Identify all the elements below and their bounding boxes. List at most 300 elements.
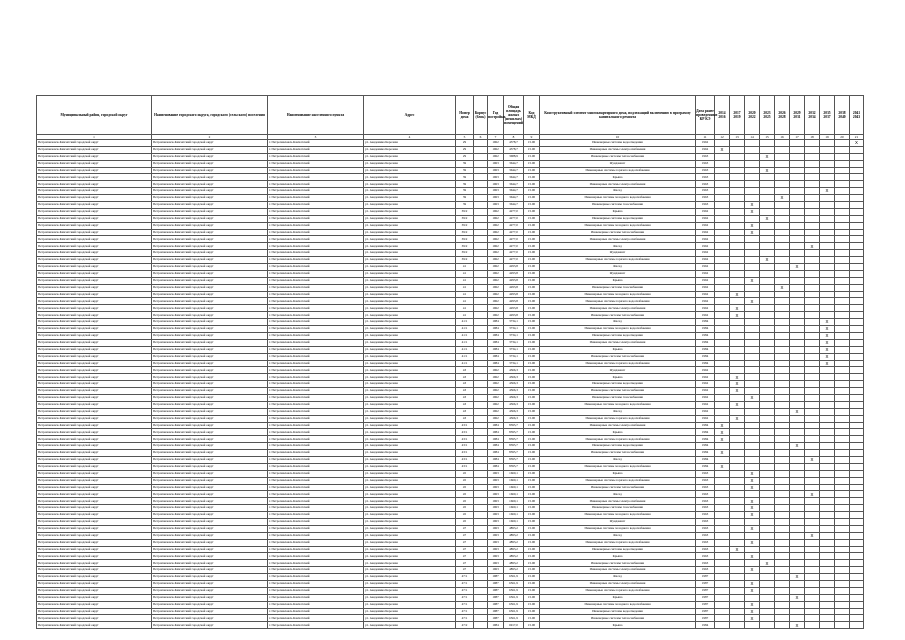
settlement-cell: Петропавловск-Камчатский городской округ [152, 491, 268, 498]
period-cell [835, 257, 850, 264]
district-cell: Петропавловск-Камчатский городской округ [37, 422, 152, 429]
area-cell: 3734,1 [504, 339, 524, 346]
period-cell [790, 277, 805, 284]
locality-cell: г. Петропавловск-Камчатский [268, 477, 364, 484]
column-number: 5 [456, 135, 474, 140]
year-cell: 1962 [488, 250, 504, 257]
year-cell: 1987 [488, 594, 504, 601]
period-cell [835, 188, 850, 195]
district-cell: Петропавловск-Камчатский городской округ [37, 346, 152, 353]
area-cell: 4893,2 [504, 532, 524, 539]
year-cell: 1963 [488, 202, 504, 209]
code-cell: 15.00 [524, 484, 540, 491]
period-cell [850, 525, 864, 532]
period-cell [790, 546, 805, 553]
period-mark: X [730, 401, 745, 408]
house-number-cell: 39/2 [456, 250, 474, 257]
period-cell [775, 518, 790, 525]
column-number: 9 [524, 135, 540, 140]
period-cell [790, 456, 805, 463]
period-cell [820, 181, 835, 188]
period-cell [730, 498, 745, 505]
period-cell [745, 140, 760, 147]
period-cell [715, 243, 730, 250]
block-cell [474, 174, 488, 181]
block-cell [474, 167, 488, 174]
period-cell [775, 505, 790, 512]
period-cell [745, 188, 760, 195]
prior-repair-cell: 1962 [696, 415, 715, 422]
house-number-cell: 47/2 [456, 622, 474, 629]
settlement-cell: Петропавловск-Камчатский городской округ [152, 422, 268, 429]
period-cell [805, 229, 820, 236]
locality-cell: г. Петропавловск-Камчатский [268, 415, 364, 422]
period-cell [715, 388, 730, 395]
district-cell: Петропавловск-Камчатский городской округ [37, 208, 152, 215]
block-cell [474, 381, 488, 388]
area-cell: 6917,0 [504, 622, 524, 629]
element-cell: Инженерные системы газоснабжения [540, 505, 696, 512]
period-cell [820, 153, 835, 160]
block-cell [474, 298, 488, 305]
table-row [37, 422, 864, 429]
district-cell: Петропавловск-Камчатский городской округ [37, 146, 152, 153]
area-cell: 4893,2 [504, 560, 524, 567]
address-cell: ул. Академика Королева [364, 160, 456, 167]
period-cell [730, 608, 745, 615]
locality-cell: г. Петропавловск-Камчатский [268, 498, 364, 505]
period-cell [760, 491, 775, 498]
area-cell: 6561,9 [504, 615, 524, 622]
settlement-cell: Петропавловск-Камчатский городской округ [152, 415, 268, 422]
code-cell: 15.00 [524, 594, 540, 601]
period-cell [790, 470, 805, 477]
period-cell [745, 450, 760, 457]
period-cell [760, 181, 775, 188]
period-cell [805, 560, 820, 567]
period-cell [730, 215, 745, 222]
period-cell [790, 539, 805, 546]
period-mark: X [745, 615, 760, 622]
period-cell [835, 381, 850, 388]
house-number-cell: 43/1 [456, 463, 474, 470]
period-mark: X [820, 360, 835, 367]
period-cell [805, 215, 820, 222]
prior-repair-cell: 1963 [696, 167, 715, 174]
address-cell: ул. Академика Королева [364, 546, 456, 553]
settlement-cell: Петропавловск-Камчатский городской округ [152, 443, 268, 450]
period-cell [820, 567, 835, 574]
period-cell [715, 167, 730, 174]
area-cell: 4893,2 [504, 553, 524, 560]
period-cell [820, 415, 835, 422]
address-cell: ул. Академика Королева [364, 525, 456, 532]
period-cell [730, 181, 745, 188]
code-cell: 15.00 [524, 532, 540, 539]
period-cell [715, 367, 730, 374]
element-cell: Фасад [540, 532, 696, 539]
period-cell [790, 346, 805, 353]
period-cell [760, 574, 775, 581]
settlement-cell: Петропавловск-Камчатский городской округ [152, 257, 268, 264]
period-cell [790, 222, 805, 229]
table-row [37, 332, 864, 339]
house-number-cell: 43 [456, 367, 474, 374]
period-mark: X [745, 498, 760, 505]
period-cell [775, 208, 790, 215]
prior-repair-cell: 1963 [696, 195, 715, 202]
settlement-cell: Петропавловск-Камчатский городской округ [152, 608, 268, 615]
year-cell: 1987 [488, 587, 504, 594]
year-cell: 1963 [488, 181, 504, 188]
block-cell [474, 553, 488, 560]
area-cell: 4366,3 [504, 374, 524, 381]
year-cell: 1962 [488, 140, 504, 147]
period-cell [820, 388, 835, 395]
prior-repair-cell: 1984 [696, 332, 715, 339]
period-cell [850, 312, 864, 319]
house-number-cell: 39 [456, 188, 474, 195]
header-house-number: Номер дома [456, 96, 474, 135]
period-cell [835, 326, 850, 333]
house-number-cell: 43 [456, 388, 474, 395]
period-cell [775, 443, 790, 450]
period-cell [850, 250, 864, 257]
locality-cell: г. Петропавловск-Камчатский [268, 195, 364, 202]
block-cell [474, 470, 488, 477]
period-cell [730, 236, 745, 243]
period-cell [745, 594, 760, 601]
block-cell [474, 215, 488, 222]
period-cell [775, 422, 790, 429]
period-mark: X [820, 326, 835, 333]
element-cell: Крыша [540, 174, 696, 181]
prior-repair-cell: 1963 [696, 202, 715, 209]
period-cell [805, 305, 820, 312]
period-cell [790, 319, 805, 326]
column-number: 17 [790, 135, 805, 140]
year-cell: 1987 [488, 608, 504, 615]
address-cell: ул. Академика Королева [364, 257, 456, 264]
period-cell [790, 153, 805, 160]
address-cell: ул. Академика Королева [364, 236, 456, 243]
period-cell [820, 394, 835, 401]
block-cell [474, 484, 488, 491]
area-cell: 3644,7 [504, 160, 524, 167]
block-cell [474, 388, 488, 395]
period-cell [790, 257, 805, 264]
period-cell [835, 374, 850, 381]
district-cell: Петропавловск-Камчатский городской округ [37, 174, 152, 181]
area-cell: 3734,1 [504, 332, 524, 339]
code-cell: 15.00 [524, 463, 540, 470]
code-cell: 15.00 [524, 374, 540, 381]
settlement-cell: Петропавловск-Камчатский городской округ [152, 601, 268, 608]
period-cell [835, 546, 850, 553]
locality-cell: г. Петропавловск-Камчатский [268, 608, 364, 615]
locality-cell: г. Петропавловск-Камчатский [268, 539, 364, 546]
period-cell [835, 518, 850, 525]
period-cell [820, 243, 835, 250]
district-cell: Петропавловск-Камчатский городской округ [37, 153, 152, 160]
period-cell [760, 546, 775, 553]
period-cell [715, 236, 730, 243]
period-cell [805, 518, 820, 525]
period-cell [835, 498, 850, 505]
period-cell [850, 512, 864, 519]
period-cell [835, 360, 850, 367]
house-number-cell: 45 [456, 470, 474, 477]
period-cell [790, 140, 805, 147]
period-cell [850, 339, 864, 346]
district-cell: Петропавловск-Камчатский городской округ [37, 615, 152, 622]
area-cell: 4366,3 [504, 394, 524, 401]
settlement-cell: Петропавловск-Камчатский городской округ [152, 339, 268, 346]
period-cell [730, 429, 745, 436]
year-cell: 1962 [488, 277, 504, 284]
period-cell [820, 608, 835, 615]
period-cell [805, 319, 820, 326]
table-row [37, 622, 864, 629]
settlement-cell: Петропавловск-Камчатский городской округ [152, 188, 268, 195]
period-cell [760, 277, 775, 284]
code-cell: 15.00 [524, 264, 540, 271]
period-cell [820, 277, 835, 284]
block-cell [474, 243, 488, 250]
address-cell: ул. Академика Королева [364, 270, 456, 277]
period-cell [760, 291, 775, 298]
prior-repair-cell: 1984 [696, 353, 715, 360]
period-cell [820, 470, 835, 477]
period-cell [805, 277, 820, 284]
period-cell [715, 353, 730, 360]
period-mark: X [745, 512, 760, 519]
period-cell [715, 505, 730, 512]
element-cell: Инженерные системы горячего водоснабжения [540, 436, 696, 443]
house-number-cell: 43/1 [456, 422, 474, 429]
period-cell [805, 346, 820, 353]
locality-cell: г. Петропавловск-Камчатский [268, 160, 364, 167]
column-number: 19 [820, 135, 835, 140]
period-cell [775, 615, 790, 622]
period-cell [775, 264, 790, 271]
period-cell [805, 574, 820, 581]
period-cell [775, 587, 790, 594]
locality-cell: г. Петропавловск-Камчатский [268, 291, 364, 298]
period-cell [790, 477, 805, 484]
period-cell [835, 160, 850, 167]
period-cell [835, 491, 850, 498]
period-cell [790, 532, 805, 539]
year-cell: 1963 [488, 477, 504, 484]
year-cell: 1984 [488, 360, 504, 367]
period-cell [790, 394, 805, 401]
address-cell: ул. Академика Королева [364, 174, 456, 181]
period-mark: X [760, 257, 775, 264]
element-cell: Инженерные системы горячего водоснабжения [540, 360, 696, 367]
district-cell: Петропавловск-Камчатский городской округ [37, 291, 152, 298]
address-cell: ул. Академика Королева [364, 491, 456, 498]
period-cell [835, 450, 850, 457]
period-cell [715, 277, 730, 284]
address-cell: ул. Академика Королева [364, 401, 456, 408]
address-cell: ул. Академика Королева [364, 250, 456, 257]
period-cell [760, 401, 775, 408]
house-number-cell: 43/1 [456, 450, 474, 457]
district-cell: Петропавловск-Камчатский городской округ [37, 436, 152, 443]
block-cell [474, 222, 488, 229]
element-cell: Инженерные системы газоснабжения [540, 284, 696, 291]
period-cell [820, 305, 835, 312]
house-number-cell: 41/1 [456, 326, 474, 333]
period-cell [760, 608, 775, 615]
period-cell [760, 264, 775, 271]
period-cell [820, 174, 835, 181]
district-cell: Петропавловск-Камчатский городской округ [37, 408, 152, 415]
block-cell [474, 450, 488, 457]
address-cell: ул. Академика Королева [364, 470, 456, 477]
code-cell: 15.00 [524, 208, 540, 215]
period-cell [745, 374, 760, 381]
settlement-cell: Петропавловск-Камчатский городской округ [152, 394, 268, 401]
period-mark: X [745, 208, 760, 215]
period-cell [820, 312, 835, 319]
period-cell [775, 477, 790, 484]
settlement-cell: Петропавловск-Камчатский городской округ [152, 332, 268, 339]
element-cell: Крыша [540, 346, 696, 353]
period-cell [835, 574, 850, 581]
period-cell [850, 539, 864, 546]
period-cell [835, 532, 850, 539]
period-cell [760, 436, 775, 443]
settlement-cell: Петропавловск-Камчатский городской округ [152, 250, 268, 257]
period-cell [850, 422, 864, 429]
period-cell [760, 518, 775, 525]
prior-repair-cell: 1984 [696, 422, 715, 429]
period-cell [745, 401, 760, 408]
settlement-cell: Петропавловск-Камчатский городской округ [152, 498, 268, 505]
block-cell [474, 415, 488, 422]
block-cell [474, 456, 488, 463]
prior-repair-cell: 1984 [696, 346, 715, 353]
district-cell: Петропавловск-Камчатский городской округ [37, 505, 152, 512]
element-cell: Инженерные системы газоснабжения [540, 394, 696, 401]
settlement-cell: Петропавловск-Камчатский городской округ [152, 581, 268, 588]
period-cell [715, 332, 730, 339]
prior-repair-cell: 1963 [696, 491, 715, 498]
period-cell [760, 532, 775, 539]
code-cell: 15.00 [524, 229, 540, 236]
address-cell: ул. Академика Королева [364, 594, 456, 601]
prior-repair-cell: 1962 [696, 146, 715, 153]
house-number-cell: 39 [456, 174, 474, 181]
period-cell [805, 450, 820, 457]
table-row [37, 484, 864, 491]
period-cell [775, 470, 790, 477]
period-cell [850, 443, 864, 450]
period-cell [745, 408, 760, 415]
prior-repair-cell: 1962 [696, 408, 715, 415]
house-number-cell: 47/1 [456, 601, 474, 608]
period-cell [805, 429, 820, 436]
period-cell [730, 257, 745, 264]
prior-repair-cell: 1963 [696, 518, 715, 525]
year-cell: 1984 [488, 436, 504, 443]
period-cell [775, 277, 790, 284]
address-cell: ул. Академика Королева [364, 360, 456, 367]
period-cell [850, 360, 864, 367]
area-cell: 6561,9 [504, 594, 524, 601]
period-mark: X [745, 222, 760, 229]
period-mark: X [850, 140, 864, 147]
period-cell [775, 594, 790, 601]
year-cell: 1984 [488, 326, 504, 333]
district-cell: Петропавловск-Камчатский городской округ [37, 477, 152, 484]
district-cell: Петропавловск-Камчатский городской округ [37, 236, 152, 243]
period-cell [850, 167, 864, 174]
period-cell [835, 222, 850, 229]
period-cell [835, 581, 850, 588]
period-cell [730, 270, 745, 277]
period-cell [790, 332, 805, 339]
address-cell: ул. Академика Королева [364, 167, 456, 174]
period-cell [775, 167, 790, 174]
district-cell: Петропавловск-Камчатский городской округ [37, 574, 152, 581]
period-cell [730, 174, 745, 181]
district-cell: Петропавловск-Камчатский городской округ [37, 498, 152, 505]
table-row [37, 312, 864, 319]
address-cell: ул. Академика Королева [364, 202, 456, 209]
table-row [37, 456, 864, 463]
period-cell [775, 408, 790, 415]
element-cell: Инженерные системы водоотведения [540, 140, 696, 147]
code-cell: 15.00 [524, 443, 540, 450]
column-number: 7 [488, 135, 504, 140]
code-cell: 15.00 [524, 146, 540, 153]
year-cell: 1962 [488, 305, 504, 312]
prior-repair-cell: 1987 [696, 574, 715, 581]
area-cell: 4893,2 [504, 539, 524, 546]
code-cell: 15.00 [524, 429, 540, 436]
year-cell: 1962 [488, 394, 504, 401]
district-cell: Петропавловск-Камчатский городской округ [37, 622, 152, 629]
district-cell: Петропавловск-Камчатский городской округ [37, 581, 152, 588]
period-cell [850, 305, 864, 312]
area-cell: 4277,0 [504, 208, 524, 215]
locality-cell: г. Петропавловск-Камчатский [268, 202, 364, 209]
header-period: 2038 2040 [835, 96, 850, 135]
address-cell: ул. Академика Королева [364, 264, 456, 271]
house-number-cell: 41/1 [456, 332, 474, 339]
address-cell: ул. Академика Королева [364, 436, 456, 443]
locality-cell: г. Петропавловск-Камчатский [268, 388, 364, 395]
element-cell: Инженерные системы холодного водоснабжения [540, 195, 696, 202]
period-cell [745, 574, 760, 581]
period-cell [850, 608, 864, 615]
block-cell [474, 567, 488, 574]
header-locality: Наименование населенного пункта [268, 96, 364, 135]
period-cell [760, 429, 775, 436]
period-cell [850, 264, 864, 271]
period-cell [760, 587, 775, 594]
period-cell [835, 553, 850, 560]
address-cell: ул. Академика Королева [364, 615, 456, 622]
period-cell [805, 415, 820, 422]
house-number-cell: 47/1 [456, 594, 474, 601]
period-cell [730, 195, 745, 202]
period-cell [850, 236, 864, 243]
period-cell [790, 601, 805, 608]
